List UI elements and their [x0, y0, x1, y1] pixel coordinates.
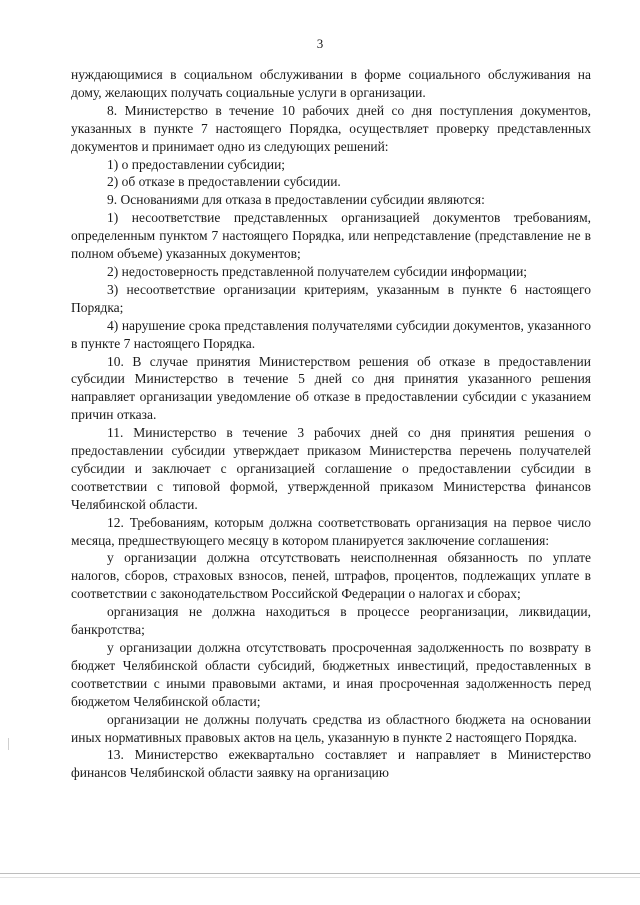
paragraph-13: 13. Министерство ежеквартально составляет и направляет в Министерство финансов Челябинской области заявку на организацию: [71, 747, 591, 781]
scan-margin-mark: [8, 738, 9, 750]
paragraph-12-requirement-3: у организации должна отсутствовать просроченная задолженность по возврату в бюджет Челябинской области субсидий, бюджетных инвестиций, предоставленных в соответствии с иными правовыми актами, и иная просроченная задолженность перед бюджетом Челябинской области;: [71, 640, 591, 709]
paragraph-12-requirement-1: у организации должна отсутствовать неисполненная обязанность по уплате налогов, сборов, страховых взносов, пеней, штрафов, процентов, подлежащих уплате в соответствии с законодательством Российской Федерации о налогах и сборах;: [71, 550, 591, 602]
paragraph-continuation: нуждающимися в социальном обслуживании в форме социального обслуживания на дому, желающих получать социальные услуги в организации.: [71, 67, 591, 100]
paragraph-8-item-1: 1) о предоставлении субсидии;: [107, 156, 286, 172]
paragraph-9-item-3: 3) несоответствие организации критериям, указанным в пункте 6 настоящего Порядка;: [71, 281, 591, 315]
paragraph-9-item-2: 2) недостоверность представленной получателем субсидии информации;: [107, 263, 528, 279]
paragraph-10: 10. В случае принятия Министерством решения об отказе в предоставлении субсидии Министерство в течение 5 дней со дня принятия указанного решения направляет организации уведомление об отказе в предоставлении субсидии с указанием причин отказа.: [71, 353, 591, 423]
page-number: 3: [316, 36, 324, 51]
paragraph-8: 8. Министерство в течение 10 рабочих дней со дня поступления документов, указанных в пункте 7 настоящего Порядка, осуществляет проверку представленных документов и принимает одно из следующих решений:: [71, 102, 591, 154]
paragraph-12: 12. Требованиям, которым должна соответствовать организация на первое число месяца, предшествующего месяцу в котором планируется заключение соглашения:: [71, 514, 591, 548]
paragraph-8-item-2: 2) об отказе в предоставлении субсидии.: [107, 174, 341, 190]
paragraph-9: 9. Основаниями для отказа в предоставлении субсидии являются:: [107, 192, 485, 208]
scan-edge-line: [0, 877, 640, 878]
paragraph-9-item-4: 4) нарушение срока представления получателями субсидии документов, указанного в пункте 7 настоящего Порядка.: [71, 317, 591, 351]
paragraph-12-requirement-2: организация не должна находиться в процессе реорганизации, ликвидации, банкротства;: [71, 604, 591, 638]
scan-edge-line: [0, 873, 640, 874]
paragraph-12-requirement-4: организации не должны получать средства из областного бюджета на основании иных нормативных правовых актов на цель, указанную в пункте 2 настоящего Порядка.: [71, 711, 591, 745]
document-body: [71, 66, 591, 782]
paragraph-9-item-1: 1) несоответствие представленных организацией документов требованиям, определенным пунктом 7 настоящего Порядка, или непредставление (представление не в полном объеме) указанных документов;: [71, 210, 591, 262]
paragraph-11: 11. Министерство в течение 3 рабочих дней со дня принятия решения о предоставлении субсидии утверждает приказом Министерства перечень получателей субсидии и заключает с организацией соглашение о предоставлении субсидии в соответствии с типовой формой, утвержденной приказом Министерства финансов Челябинской области.: [71, 425, 591, 512]
